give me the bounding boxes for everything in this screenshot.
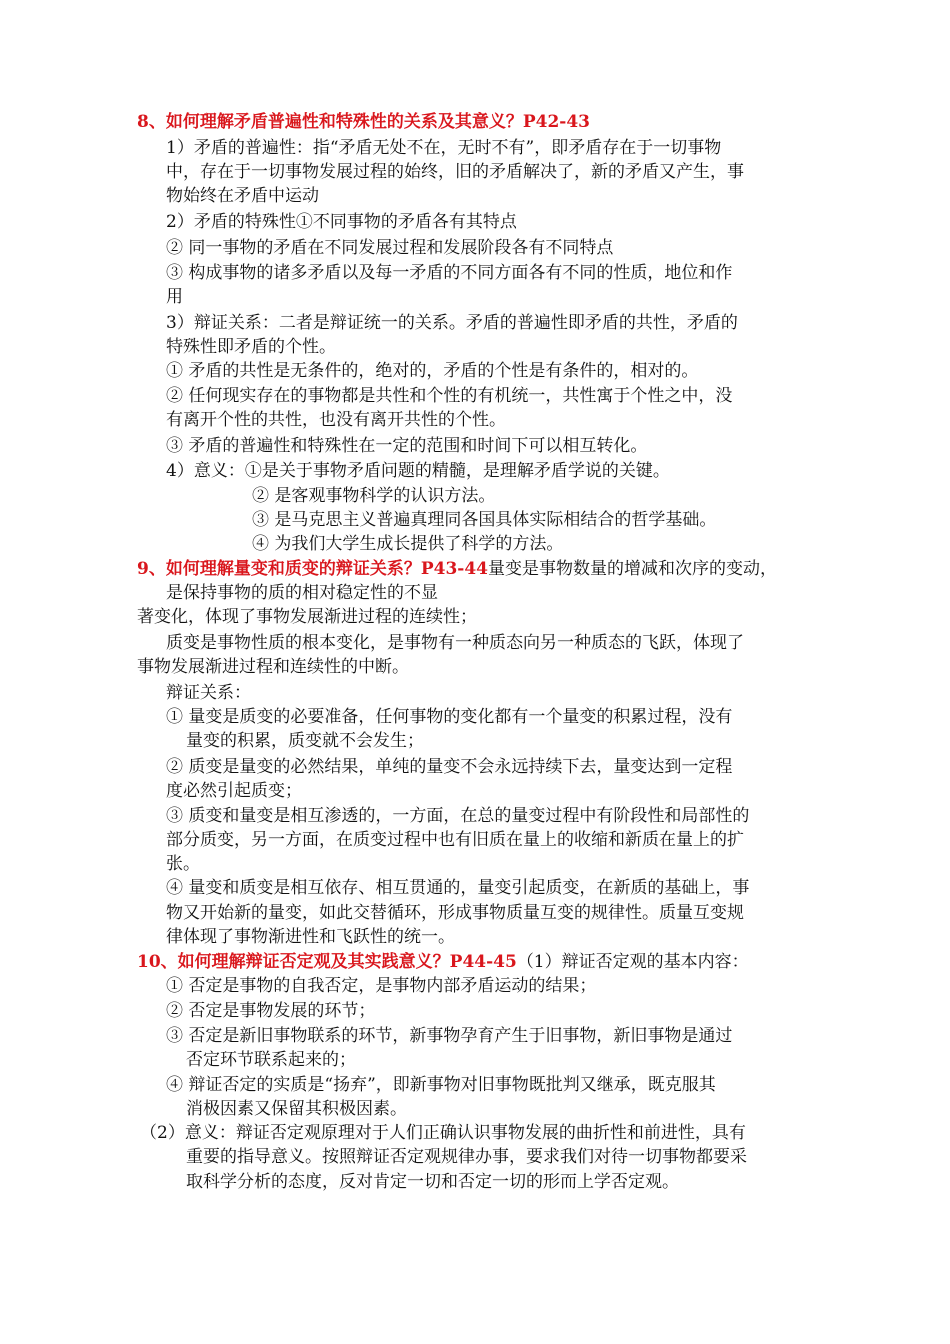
q8-line: 4）意义：①是关于事物矛盾问题的精髓，是理解矛盾学说的关键。	[166, 461, 670, 481]
q10-line: 否定环节联系起来的；	[186, 1050, 356, 1070]
q9-line: 量变的积累，质变就不会发生；	[186, 731, 424, 751]
q8-line: 用	[166, 287, 183, 307]
question-9-title: 9、如何理解量变和质变的辩证关系？P43-44	[137, 559, 488, 579]
q10-line: ② 否定是事物发展的环节；	[166, 1001, 376, 1021]
q8-line: ③ 构成事物的诸多矛盾以及每一矛盾的不同方面各有不同的性质，地位和作	[166, 263, 733, 283]
q10-line: ① 否定是事物的自我否定，是事物内部矛盾运动的结果；	[166, 976, 597, 996]
q9-line: 质变是事物性质的根本变化，是事物有一种质态向另一种质态的飞跃，体现了	[166, 633, 744, 653]
question-10-title-tail: （1）辩证否定观的基本内容：	[516, 952, 749, 972]
question-10-title: 10、如何理解辩证否定观及其实践意义？P44-45	[137, 952, 517, 972]
q8-line: 2）矛盾的特殊性①不同事物的矛盾各有其特点	[166, 212, 517, 232]
q8-line: ③ 是马克思主义普遍真理同各国具体实际相结合的哲学基础。	[252, 510, 717, 530]
q10-line: 消极因素又保留其积极因素。	[186, 1099, 407, 1119]
q8-line: ② 是客观事物科学的认识方法。	[252, 486, 496, 506]
q8-line: ④ 为我们大学生成长提供了科学的方法。	[252, 534, 564, 554]
q10-line: （2）意义：辩证否定观原理对于人们正确认识事物发展的曲折性和前进性，具有	[140, 1123, 746, 1143]
question-9-heading	[137, 557, 777, 581]
q9-line: ① 量变是质变的必要准备，任何事物的变化都有一个量变的积累过程，没有	[166, 707, 733, 727]
q9-line: ④ 量变和质变是相互依存、相互贯通的，量变引起质变，在新质的基础上，事	[166, 878, 750, 898]
q9-line: ② 质变是量变的必然结果，单纯的量变不会永远持续下去，量变达到一定程	[166, 757, 733, 777]
q9-line: 律体现了事物渐进性和飞跃性的统一。	[166, 927, 455, 947]
q9-line: 部分质变，另一方面，在质变过程中也有旧质在量上的收缩和新质在量上的扩	[166, 830, 744, 850]
q8-line: 物始终在矛盾中运动	[166, 186, 319, 206]
q9-line: 物又开始新的量变，如此交替循环，形成事物质量互变的规律性。质量互变规	[166, 903, 744, 923]
q10-line: ④ 辩证否定的实质是“扬弃”，即新事物对旧事物既批判又继承，既克服其	[166, 1075, 716, 1095]
q8-line: ② 任何现实存在的事物都是共性和个性的有机统一，共性寓于个性之中，没	[166, 386, 733, 406]
q8-line: 3）辩证关系：二者是辩证统一的关系。矛盾的普遍性即矛盾的共性，矛盾的	[166, 313, 738, 333]
q9-line: ③ 质变和量变是相互渗透的，一方面，在总的量变过程中有阶段性和局部性的	[166, 806, 750, 826]
question-10-heading	[137, 950, 749, 974]
q9-line: 是保持事物的质的相对稳定性的不显	[166, 583, 438, 603]
q9-line: 张。	[166, 854, 200, 874]
q8-line: 中，存在于一切事物发展过程的始终，旧的矛盾解决了，新的矛盾又产生，事	[166, 162, 744, 182]
q10-line: ③ 否定是新旧事物联系的环节，新事物孕育产生于旧事物，新旧事物是通过	[166, 1026, 733, 1046]
question-8-title: 8、如何理解矛盾普遍性和特殊性的关系及其意义？P42-43	[137, 112, 590, 132]
q10-line: 取科学分析的态度，反对肯定一切和否定一切的形而上学否定观。	[186, 1172, 679, 1192]
q8-line: ③ 矛盾的普遍性和特殊性在一定的范围和时间下可以相互转化。	[166, 436, 648, 456]
q8-line: 1）矛盾的普遍性：指“矛盾无处不在，无时不有”，即矛盾存在于一切事物	[166, 138, 722, 158]
q8-line: ① 矛盾的共性是无条件的，绝对的，矛盾的个性是有条件的，相对的。	[166, 361, 699, 381]
q8-line: ② 同一事物的矛盾在不同发展过程和发展阶段各有不同特点	[166, 238, 614, 258]
q8-line: 特殊性即矛盾的个性。	[166, 337, 336, 357]
q10-line: 重要的指导意义。按照辩证否定观规律办事，要求我们对待一切事物都要采	[186, 1147, 747, 1167]
q9-line: 著变化，体现了事物发展渐进过程的连续性；	[137, 607, 477, 627]
q9-line: 度必然引起质变；	[166, 781, 302, 801]
q9-line: 辩证关系：	[166, 683, 251, 703]
q8-line: 有离开个性的共性，也没有离开共性的个性。	[166, 410, 506, 430]
question-9-title-tail: 量变是事物数量的增减和次序的变动，	[487, 559, 777, 579]
q9-line: 事物发展渐进过程和连续性的中断。	[137, 657, 409, 677]
